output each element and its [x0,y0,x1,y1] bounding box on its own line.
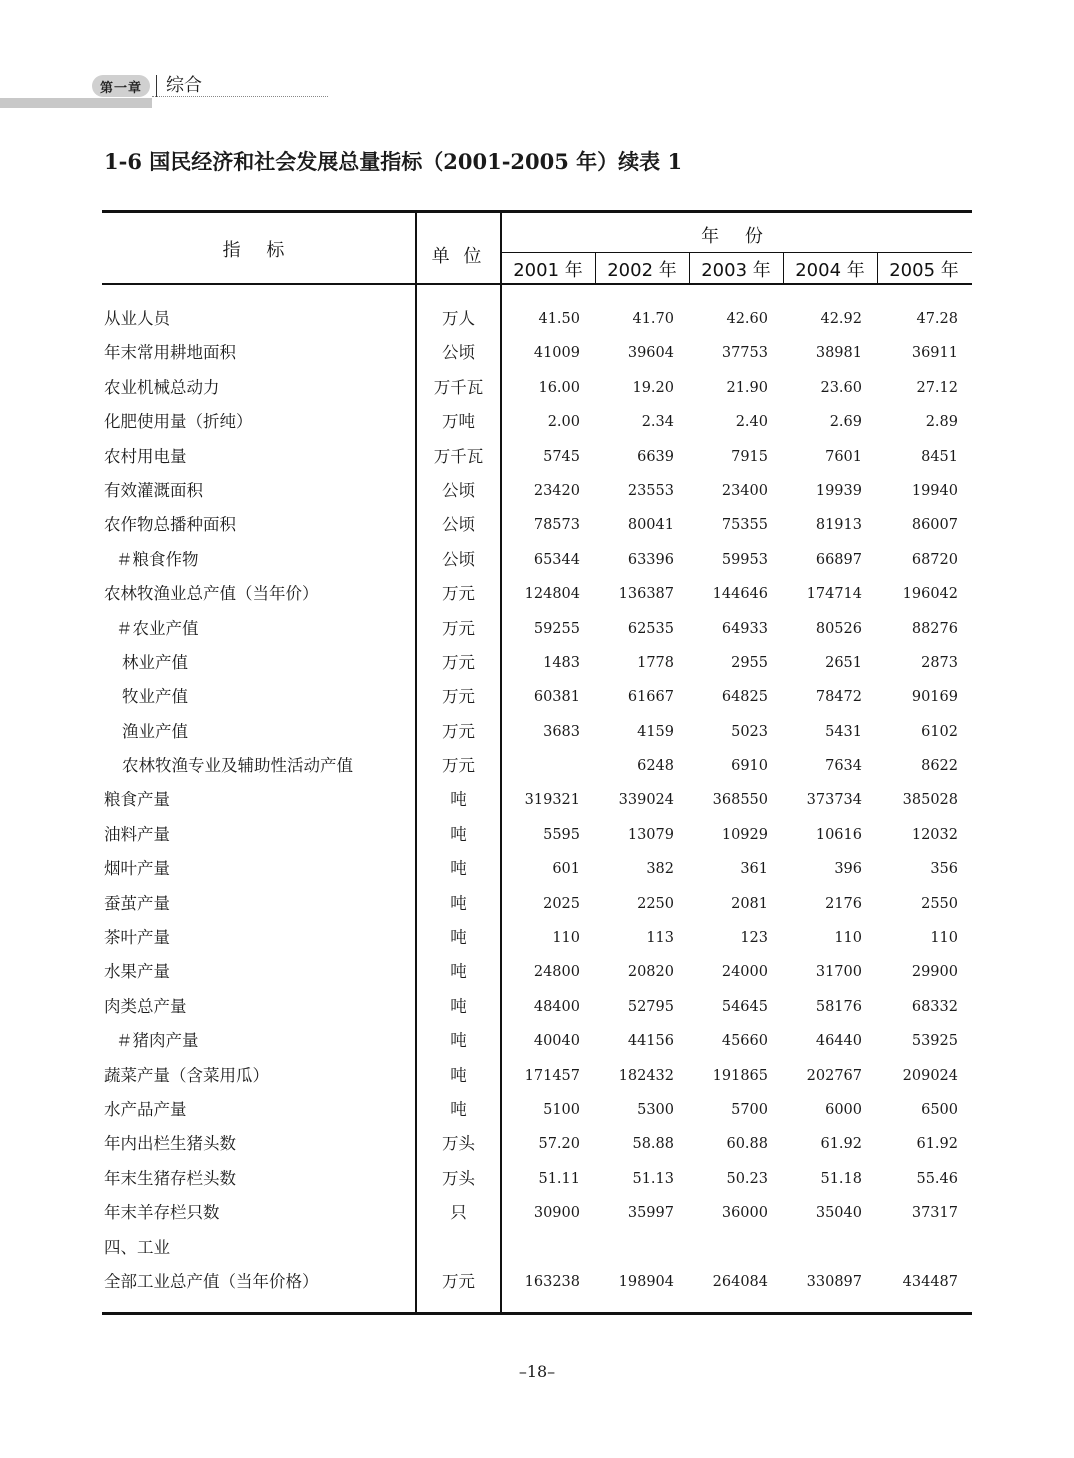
row-value-2002: 6248 [637,758,674,775]
table-row [102,1231,972,1265]
row-value-2003: 361 [740,861,768,878]
row-value-2004: 78472 [815,689,862,706]
row-value-2004: 42.92 [820,311,862,327]
row-indicator-name: 蔬菜产量（含菜用瓜） [104,1065,269,1085]
row-value-2004: 7634 [825,758,862,775]
row-value-2004: 51.18 [820,1170,862,1187]
row-unit: 吨 [450,996,467,1016]
row-value-2002: 80041 [627,517,674,534]
row-value-2005: 385028 [902,792,958,809]
row-indicator-name: 年末生猪存栏头数 [104,1168,236,1188]
row-value-2004: 7601 [825,448,862,465]
row-value-2003: 60.88 [726,1136,768,1153]
row-unit: 万元 [442,652,475,672]
header-unit: 单 位 [431,246,486,267]
row-indicator-name: ＃猪肉产量 [116,1031,199,1051]
row-value-2005: 110 [930,930,958,947]
row-value-2005: 2550 [921,895,958,912]
row-value-2003: 64825 [721,689,768,706]
row-value-2001: 3683 [543,723,580,740]
table-row [102,440,972,474]
row-value-2004: 66897 [815,551,862,568]
row-unit: 公顷 [442,343,475,363]
row-indicator-name: 年末羊存栏只数 [104,1203,220,1223]
row-unit: 吨 [450,928,467,948]
row-indicator-name: 烟叶产量 [104,859,170,879]
table-header-rule [102,283,972,285]
row-value-2005: 209024 [902,1067,958,1084]
row-value-2002: 20820 [627,964,674,981]
row-value-2005: 37317 [911,1205,958,1222]
row-value-2005: 68720 [911,551,958,568]
row-value-2002: 5300 [637,1101,674,1118]
row-unit: 吨 [450,790,467,810]
row-unit: 万吨 [442,412,475,432]
row-value-2003: 368550 [712,792,768,809]
row-value-2004: 373734 [806,792,862,809]
table-row [102,990,972,1024]
table-row [102,405,972,439]
row-value-2004: 10616 [815,826,862,843]
row-indicator-name: 全部工业总产值（当年价格） [104,1271,319,1291]
row-indicator-name: 油料产量 [104,824,170,844]
table-body [102,302,972,1299]
table-row [102,302,972,336]
row-value-2001: 51.11 [538,1170,580,1187]
row-value-2004: 81913 [815,517,862,534]
chapter-badge: 第一章 [92,75,150,97]
row-indicator-name: 牧业产值 [122,687,188,707]
row-value-2002: 52795 [627,998,674,1015]
row-value-2004: 38981 [815,345,862,362]
table-top-rule [102,210,972,213]
table-row [102,612,972,646]
row-unit: 吨 [450,1099,467,1119]
row-value-2002: 23553 [627,482,674,499]
row-value-2005: 19940 [911,482,958,499]
row-value-2005: 88276 [911,620,958,637]
row-indicator-name: ＃农业产值 [116,618,199,638]
row-indicator-name: 水果产量 [104,962,170,982]
row-value-2005: 8451 [921,448,958,465]
row-unit: 万元 [442,721,475,741]
row-value-2002: 136387 [618,586,674,603]
row-value-2003: 7915 [731,448,768,465]
row-unit: 吨 [450,1031,467,1051]
row-value-2003: 45660 [721,1033,768,1050]
row-unit: 万元 [442,756,475,776]
row-value-2001: 41.50 [538,311,580,327]
row-unit: 万头 [442,1168,475,1188]
row-value-2002: 19.20 [632,379,674,396]
row-value-2005: 434487 [902,1273,958,1290]
row-value-2002: 13079 [627,826,674,843]
row-indicator-name: 年内出栏生猪头数 [104,1134,236,1154]
row-indicator-name: 蚕茧产量 [104,893,170,913]
table-row [102,1162,972,1196]
row-value-2001: 319321 [524,792,580,809]
row-value-2004: 2176 [825,895,862,912]
row-value-2001: 60381 [533,689,580,706]
row-value-2001: 23420 [533,482,580,499]
row-value-2004: 5431 [825,723,862,740]
table-row [102,646,972,680]
row-value-2003: 6910 [731,758,768,775]
row-value-2002: 35997 [627,1205,674,1222]
row-indicator-name: 水产品产量 [104,1099,187,1119]
row-value-2002: 41.70 [632,311,674,327]
row-value-2002: 44156 [627,1033,674,1050]
row-indicator-name: 农村用电量 [104,446,187,466]
row-value-2001: 16.00 [538,379,580,396]
row-value-2003: 54645 [721,998,768,1015]
row-indicator-name: 四、工业 [104,1237,170,1257]
row-value-2002: 61667 [627,689,674,706]
page-number: –18– [518,1362,556,1381]
header-year-group: 年 份 [701,226,773,247]
row-value-2003: 59953 [721,551,768,568]
row-value-2004: 396 [834,861,862,878]
row-value-2002: 2250 [637,895,674,912]
table-row [102,955,972,989]
row-value-2004: 80526 [815,620,862,637]
row-unit: 吨 [450,1065,467,1085]
row-value-2001: 2.00 [547,414,580,431]
row-indicator-name: 林业产值 [122,652,188,672]
row-value-2003: 24000 [721,964,768,981]
table-row [102,1265,972,1299]
row-indicator-name: ＃粮食作物 [116,549,199,569]
row-unit: 公顷 [442,515,475,535]
row-value-2002: 4159 [637,723,674,740]
row-value-2004: 110 [834,930,862,947]
table-row [102,543,972,577]
row-value-2004: 31700 [815,964,862,981]
row-unit: 万元 [442,687,475,707]
row-value-2001: 59255 [533,620,580,637]
header-year-2005: 2005 年 [889,260,959,281]
table-row [102,715,972,749]
header-year-2004: 2004 年 [795,260,865,281]
row-unit: 吨 [450,893,467,913]
row-value-2002: 113 [646,930,674,947]
row-value-2003: 64933 [721,620,768,637]
row-value-2004: 2651 [825,654,862,671]
row-indicator-name: 粮食产量 [104,790,170,810]
row-value-2005: 61.92 [916,1136,958,1153]
row-value-2001: 110 [552,930,580,947]
row-value-2005: 86007 [911,517,958,534]
row-value-2005: 29900 [911,964,958,981]
row-value-2005: 90169 [911,689,958,706]
table-bottom-rule [102,1312,972,1315]
year-group-rule [501,252,972,253]
row-value-2003: 37753 [721,345,768,362]
row-value-2005: 356 [930,861,958,878]
row-value-2001: 30900 [533,1205,580,1222]
row-value-2002: 382 [646,861,674,878]
table-row [102,783,972,817]
row-value-2001: 24800 [533,964,580,981]
row-value-2003: 21.90 [726,379,768,396]
row-value-2001: 5595 [543,826,580,843]
chapter-separator [156,75,157,97]
row-value-2003: 10929 [721,826,768,843]
row-value-2005: 36911 [911,345,958,362]
row-indicator-name: 茶叶产量 [104,928,170,948]
table-row [102,1093,972,1127]
row-unit: 吨 [450,859,467,879]
row-value-2003: 123 [740,930,768,947]
row-value-2003: 2955 [731,654,768,671]
row-value-2005: 68332 [911,998,958,1015]
row-value-2003: 5700 [731,1101,768,1118]
row-value-2001: 78573 [533,517,580,534]
row-value-2001: 5100 [543,1101,580,1118]
row-indicator-name: 农作物总播种面积 [104,515,236,535]
row-value-2001: 124804 [524,586,580,603]
row-value-2001: 5745 [543,448,580,465]
row-value-2004: 202767 [806,1067,862,1084]
row-unit: 万元 [442,1271,475,1291]
row-value-2002: 6639 [637,448,674,465]
row-value-2001: 57.20 [538,1136,580,1153]
table-row [102,921,972,955]
table-row [102,508,972,542]
row-value-2001: 65344 [533,551,580,568]
row-value-2002: 339024 [618,792,674,809]
row-value-2002: 198904 [618,1273,674,1290]
table-row [102,1024,972,1058]
chapter-header-bar [0,98,152,108]
row-unit: 万元 [442,618,475,638]
header-indicator: 指 标 [222,240,295,261]
table-row [102,474,972,508]
row-value-2004: 46440 [815,1033,862,1050]
row-unit: 公顷 [442,549,475,569]
row-value-2003: 2.40 [735,414,768,431]
row-value-2002: 182432 [618,1067,674,1084]
table-row [102,1196,972,1230]
header-year-2001: 2001 年 [513,260,583,281]
row-unit: 公顷 [442,480,475,500]
row-value-2003: 50.23 [726,1170,768,1187]
row-indicator-name: 有效灌溉面积 [104,480,203,500]
row-unit: 万千瓦 [433,446,484,466]
row-value-2002: 2.34 [641,414,674,431]
row-unit: 万元 [442,584,475,604]
row-value-2004: 35040 [815,1205,862,1222]
table-row [102,336,972,370]
row-value-2001: 41009 [533,345,580,362]
row-value-2005: 196042 [902,586,958,603]
row-value-2005: 2.89 [925,414,958,431]
table-row [102,680,972,714]
row-indicator-name: 农林牧渔专业及辅助性活动产值 [122,756,353,776]
row-unit: 吨 [450,962,467,982]
row-value-2003: 42.60 [726,311,768,327]
table-row [102,749,972,783]
row-unit: 万人 [442,309,475,328]
row-value-2001: 2025 [543,895,580,912]
table-row [102,577,972,611]
table-title: 1-6 国民经济和社会发展总量指标（2001-2005 年）续表 1 [104,149,683,174]
row-value-2004: 174714 [806,586,862,603]
row-unit: 万千瓦 [433,377,484,397]
row-unit: 吨 [450,824,467,844]
row-value-2005: 8622 [921,758,958,775]
row-value-2001: 171457 [524,1067,580,1084]
row-value-2002: 58.88 [632,1136,674,1153]
row-indicator-name: 农林牧渔业总产值（当年价） [104,584,319,604]
row-value-2003: 5023 [731,723,768,740]
row-value-2005: 6500 [921,1101,958,1118]
row-value-2001: 601 [552,861,580,878]
row-value-2003: 36000 [721,1205,768,1222]
row-indicator-name: 肉类总产量 [104,996,187,1016]
row-value-2004: 6000 [825,1101,862,1118]
row-value-2002: 39604 [627,345,674,362]
row-value-2003: 2081 [731,895,768,912]
row-value-2002: 51.13 [632,1170,674,1187]
table-row [102,887,972,921]
row-value-2004: 58176 [815,998,862,1015]
table-row [102,1127,972,1161]
table-row [102,818,972,852]
row-value-2001: 48400 [533,998,580,1015]
row-value-2005: 12032 [911,826,958,843]
row-value-2002: 1778 [637,654,674,671]
row-value-2005: 47.28 [916,311,958,327]
row-indicator-name: 从业人员 [104,309,170,328]
header-year-2002: 2002 年 [607,260,677,281]
row-value-2003: 75355 [721,517,768,534]
row-indicator-name: 年末常用耕地面积 [104,343,236,363]
row-value-2005: 27.12 [916,379,958,396]
row-value-2005: 53925 [911,1033,958,1050]
row-indicator-name: 农业机械总动力 [104,377,220,397]
row-value-2004: 19939 [815,482,862,499]
row-value-2002: 63396 [627,551,674,568]
row-value-2003: 144646 [712,586,768,603]
table-row [102,852,972,886]
row-value-2003: 23400 [721,482,768,499]
row-value-2004: 330897 [806,1273,862,1290]
row-value-2001: 163238 [524,1273,580,1290]
row-value-2005: 6102 [921,723,958,740]
row-indicator-name: 化肥使用量（折纯） [104,412,253,432]
chapter-title: 综合 [166,75,202,96]
row-value-2003: 264084 [712,1273,768,1290]
row-value-2003: 191865 [712,1067,768,1084]
row-value-2005: 55.46 [916,1170,958,1187]
row-value-2004: 61.92 [820,1136,862,1153]
row-unit: 只 [450,1203,467,1223]
row-value-2005: 2873 [921,654,958,671]
row-value-2001: 40040 [533,1033,580,1050]
table-row [102,371,972,405]
row-value-2004: 2.69 [829,414,862,431]
table-row [102,1059,972,1093]
row-unit: 万头 [442,1134,475,1154]
row-value-2002: 62535 [627,620,674,637]
header-year-2003: 2003 年 [701,260,771,281]
row-value-2001: 1483 [543,654,580,671]
row-indicator-name: 渔业产值 [122,721,188,741]
row-value-2004: 23.60 [820,379,862,396]
